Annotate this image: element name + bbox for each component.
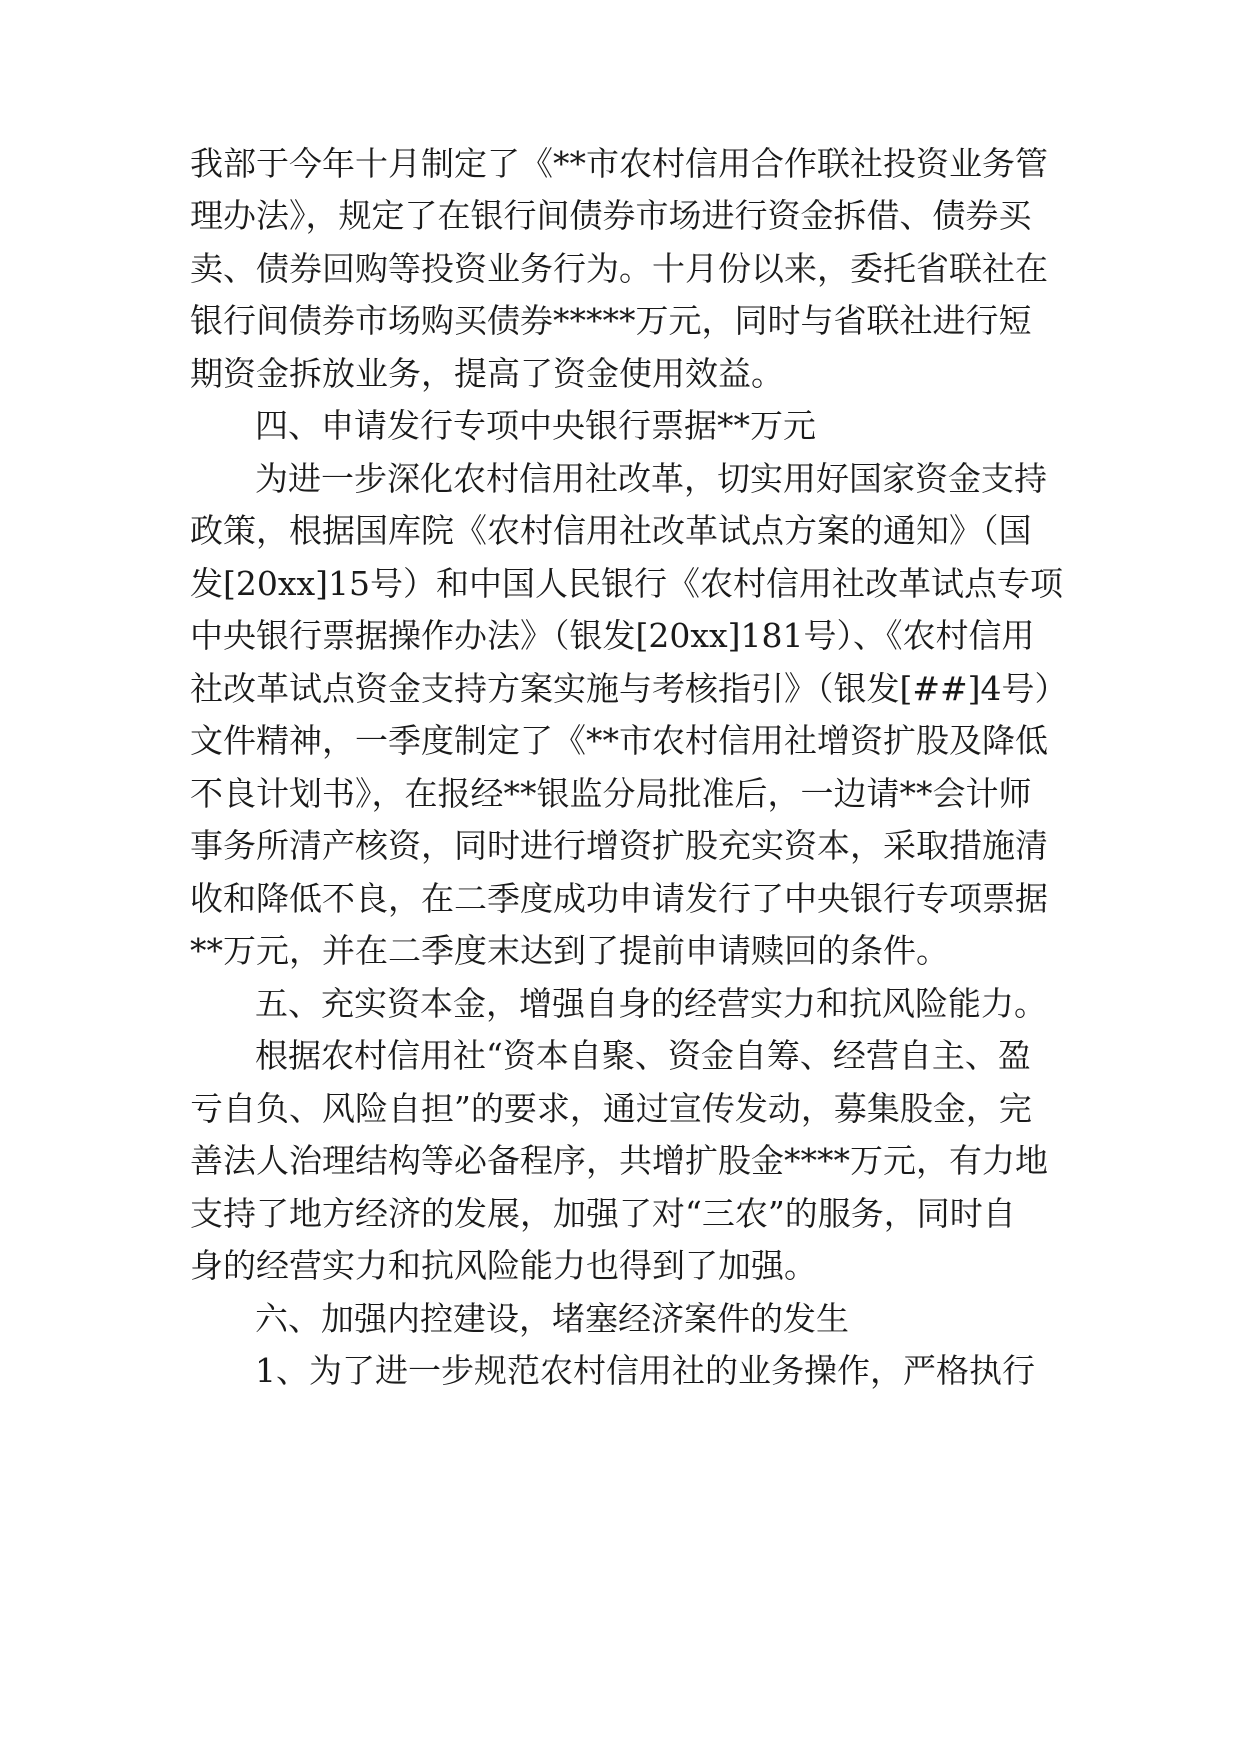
text-line: 社改革试点资金支持方案实施与考核指引》（银发[##]4号） — [190, 669, 1068, 708]
text-line: 政策，根据国库院《农村信用社改革试点方案的通知》（国 — [190, 511, 1032, 550]
text-line: 文件精神，一季度制定了《**市农村信用社增资扩股及降低 — [190, 721, 1048, 760]
text-line: 1、为了进一步规范农村信用社的业务操作，严格执行 — [255, 1351, 1035, 1390]
text-line: 发[20xx]15号）和中国人民银行《农村信用社改革试点专项 — [190, 564, 1063, 603]
text-line: 期资金拆放业务，提高了资金使用效益。 — [190, 354, 784, 393]
text-line: 不良计划书》，在报经**银监分局批准后，一边请**会计师 — [190, 774, 1032, 813]
text-line: 为进一步深化农村信用社改革，切实用好国家资金支持 — [255, 459, 1047, 498]
section-heading: 六、加强内控建设，堵塞经济案件的发生 — [255, 1299, 849, 1338]
text-line: 银行间债券市场购买债券*****万元，同时与省联社进行短 — [190, 301, 1032, 340]
text-line: 事务所清产核资，同时进行增资扩股充实资本，采取措施清 — [190, 826, 1048, 865]
text-line: 理办法》，规定了在银行间债券市场进行资金拆借、债券买 — [190, 196, 1032, 235]
text-line: 中央银行票据操作办法》（银发[20xx]181号）、《农村信用 — [190, 616, 1035, 655]
section-heading: 五、充实资本金，增强自身的经营实力和抗风险能力。 — [255, 984, 1047, 1023]
text-line: **万元，并在二季度末达到了提前申请赎回的条件。 — [190, 931, 949, 970]
text-line: 根据农村信用社“资本自聚、资金自筹、经营自主、盈 — [255, 1036, 1031, 1075]
text-line: 支持了地方经济的发展，加强了对“三农”的服务，同时自 — [190, 1194, 1016, 1233]
text-line: 收和降低不良，在二季度成功申请发行了中央银行专项票据 — [190, 879, 1048, 918]
text-line: 我部于今年十月制定了《**市农村信用合作联社投资业务管 — [190, 144, 1048, 183]
text-line: 身的经营实力和抗风险能力也得到了加强。 — [190, 1246, 817, 1285]
section-heading: 四、申请发行专项中央银行票据**万元 — [255, 406, 816, 445]
text-line: 卖、债券回购等投资业务行为。十月份以来，委托省联社在 — [190, 249, 1048, 288]
text-line: 亏自负、风险自担”的要求，通过宣传发动，募集股金，完 — [190, 1089, 1032, 1128]
text-line: 善法人治理结构等必备程序，共增扩股金****万元，有力地 — [190, 1141, 1048, 1180]
